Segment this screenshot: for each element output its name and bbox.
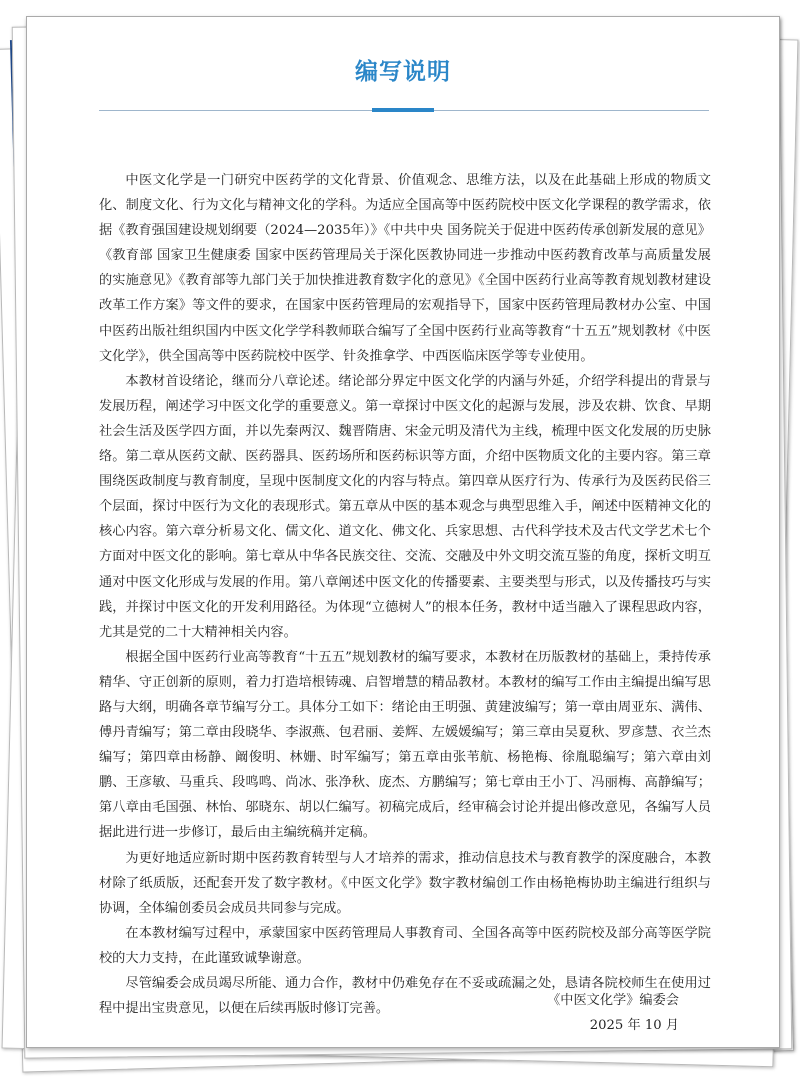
paragraph-thanks: 在本教材编写过程中，承蒙国家中医药管理局人事教育司、全国各高等中医药院校及部分高等医学院校的大力支持，在此谨致诚挚谢意。 [99, 925, 711, 966]
signature-block [429, 988, 679, 1038]
paragraph-digital: 为更好地适应新时期中医药教育转型与人才培养的需求，推动信息技术与教育教学的深度融合，本教材除了纸质版，还配套开发了数字教材。《中医文化学》数字教材编创工作由杨艳梅协助主编进行组织与协调，全体编创委员会成员共同参与完成。 [99, 850, 711, 916]
document-page [26, 16, 780, 1048]
paragraph-intro: 中医文化学是一门研究中医药学的文化背景、价值观念、思维方法，以及在此基础上形成的物质文化、制度文化、行为文化与精神文化的学科。为适应全国高等中医药院校中医文化学课程的教学需求，依据《教育强国建设规划纲要（2024—2035年）》《中共中央 国务院关于促进中医药传承创新发展的意见》《教育部 国家卫生健康委 国家中医药管理局关于深化医教协同进一步推动中医药教育改革与高质量发展的实施意见》《教育部等九部门关于加快推进教育数字化的意见》《全国中医药行业高等教育规划教材建设改革工作方案》等文件的要求，在国家中医药管理局的宏观指导下，国家中医药管理局教材办公室、中国中医药出版社组织国内中医文化学学科教师联合编写了全国中医药行业高等教育“十五五”规划教材《中医文化学》，供全国高等中医药院校中医学、针灸推拿学、中西医临床医学等专业使用。 [99, 173, 711, 364]
paragraph-feedback: 尽管编委会成员竭尽所能、通力合作，教材中仍难免存在不妥或疏漏之处，恳请各院校师生在使用过程中提出宝贵意见，以便在后续再版时修订完善。 [99, 976, 711, 1017]
page-title: 编写说明 [355, 59, 451, 85]
signature-date: 2025 年 10 月 [589, 1018, 679, 1033]
title-divider-accent [372, 108, 434, 112]
signature-org: 《中医文化学》编委会 [547, 993, 679, 1008]
paragraph-authors: 根据全国中医药行业高等教育“十五五”规划教材的编写要求，本教材在历版教材的基础上，秉持传承精华、守正创新的原则，着力打造培根铸魂、启智增慧的精品教材。本教材的编写工作由主编提出编写思路与大纲，明确各章节编写分工。具体分工如下：绪论由王明强、黄建波编写；第一章由周亚东、满伟、傅丹青编写；第二章由段晓华、李淑燕、包君丽、姜辉、左媛媛编写；第三章由吴夏秋、罗彦慧、衣兰杰编写；第四章由杨静、阚俊明、林姗、时军编写；第五章由张苇航、杨艳梅、徐胤聪编写；第六章由刘鹏、王彦敏、马重兵、段鸣鸣、尚冰、张净秋、庞杰、方鹏编写；第七章由王小丁、冯丽梅、高静编写；第八章由毛国强、林怡、邬晓东、胡以仁编写。初稿完成后，经审稿会讨论并提出修改意见，各编写人员据此进行进一步修订，最后由主编统稿并定稿。 [99, 649, 711, 841]
paragraph-structure: 本教材首设绪论，继而分八章论述。绪论部分界定中医文化学的内涵与外延，介绍学科提出的背景与发展历程，阐述学习中医文化学的重要意义。第一章探讨中医文化的起源与发展，涉及农耕、饮食、早期社会生活及医学四方面，并以先秦两汉、魏晋隋唐、宋金元明及清代为主线，梳理中医文化发展的历史脉络。第二章从医药文献、医药器具、医药场所和医药标识等方面，介绍中医物质文化的主要内容。第三章围绕医政制度与教育制度，呈现中医制度文化的内容与特点。第四章从医疗行为、传承行为及医药民俗三个层面，探讨中医行为文化的表现形式。第五章从中医的基本观念与典型思维入手，阐述中医精神文化的核心内容。第六章分析易文化、儒文化、道文化、佛文化、兵家思想、古代科学技术及古代文学艺术七个方面对中医文化的影响。第七章从中华各民族交往、交流、交融及中外文明交流互鉴的角度，探析文明互通对中医文化形成与发展的作用。第八章阐述中医文化的传播要素、主要类型与形式，以及传播技巧与实践，并探讨中医文化的开发利用路径。为体现“立德树人”的根本任务，教材中适当融入了课程思政内容，尤其是党的二十大精神相关内容。 [99, 373, 711, 640]
body-text [99, 168, 711, 1021]
